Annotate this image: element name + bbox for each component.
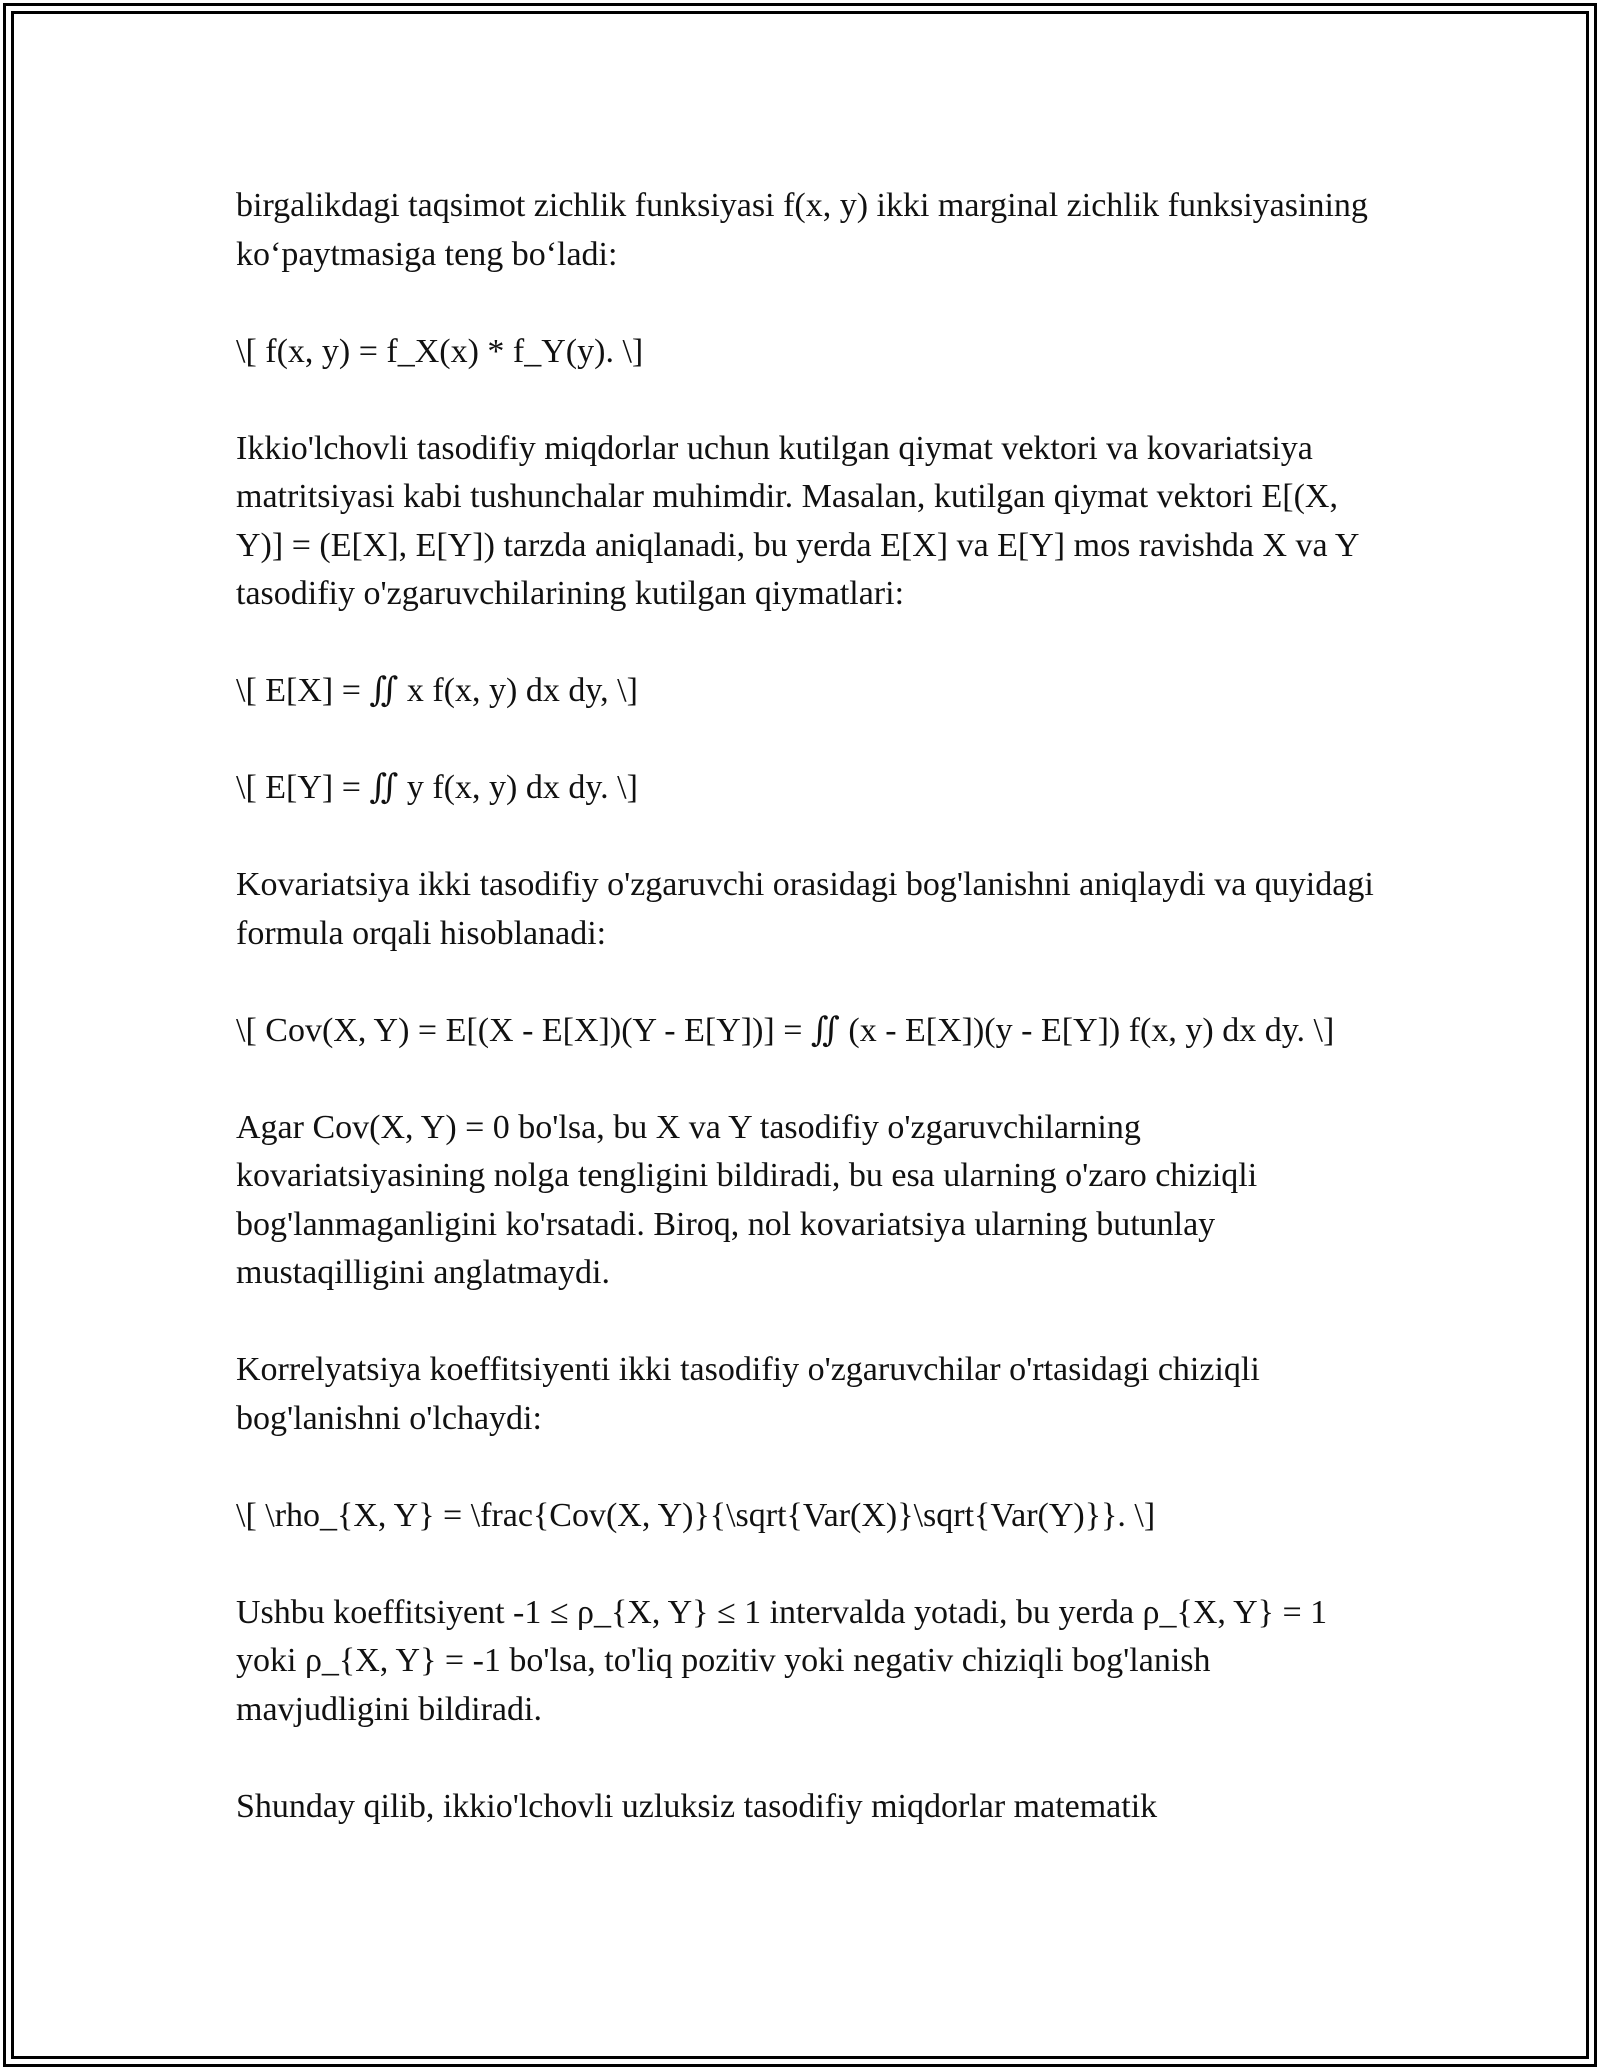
formula-expected-y: \[ E[Y] = ∬ y f(x, y) dx dy. \] bbox=[236, 769, 638, 806]
paragraph-independence-density: birgalikdagi taqsimot zichlik funksiyasi f(x, y) ikki marginal zichlik funksiyasining ko‘paytmasiga teng bo‘ladi: bbox=[236, 187, 1368, 273]
paragraph-correlation-range: Ushbu koeffitsiyent -1 ≤ ρ_{X, Y} ≤ 1 intervalda yotadi, bu yerda ρ_{X, Y} = 1 yoki ρ_{X, Y} = -1 bo'lsa, to'liq pozitiv yoki negativ chiziqli bog'lanish mavjudligini bildiradi. bbox=[236, 1593, 1328, 1728]
formula-correlation: \[ \rho_{X, Y} = \frac{Cov(X, Y)}{\sqrt{Var(X)}\sqrt{Var(Y)}}. \] bbox=[236, 1496, 1156, 1534]
formula-covariance: \[ Cov(X, Y) = E[(X - E[X])(Y - E[Y])] = ∬ (x - E[X])(y - E[Y]) f(x, y) dx dy. \] bbox=[236, 1011, 1335, 1049]
formula-expected-x: \[ E[X] = ∬ x f(x, y) dx dy, \] bbox=[236, 672, 638, 709]
paragraph-expected-value-vector: Ikkio'lchovli tasodifiy miqdorlar uchun kutilgan qiymat vektori va kovariatsiya matritsiyasi kabi tushunchalar muhimdir. Masalan, kutilgan qiymat vektori E[(X, Y)] = (E[X], E[Y]) tarzda aniqlanadi, bu yerda E[X] va E[Y] mos ravishda X va Y tasodifiy o'zgaruvchilarining kutilgan qiymatlari: bbox=[236, 429, 1359, 612]
paragraph-conclusion: Shunday qilib, ikkio'lchovli uzluksiz tasodifiy miqdorlar matematik bbox=[236, 1787, 1158, 1825]
paragraph-correlation-intro: Korrelyatsiya koeffitsiyenti ikki tasodifiy o'zgaruvchilar o'rtasidagi chiziqli bog'lanishni o'lchaydi: bbox=[236, 1351, 1260, 1437]
paragraph-covariance-intro: Kovariatsiya ikki tasodifiy o'zgaruvchi orasidagi bog'lanishni aniqlaydi va quyidagi formula orqali hisoblanadi: bbox=[236, 866, 1374, 952]
formula-joint-density-product: \[ f(x, y) = f_X(x) * f_Y(y). \] bbox=[236, 332, 644, 370]
paragraph-zero-covariance: Agar Cov(X, Y) = 0 bo'lsa, bu X va Y tasodifiy o'zgaruvchilarning kovariatsiyasining nolga tengligini bildiradi, bu esa ularning o'zaro chiziqli bog'lanmaganligini ko'rsatadi. Biroq, nol kovariatsiya ularning butunlay mustaqilligini anglatmaydi. bbox=[236, 1108, 1258, 1291]
document-body bbox=[236, 182, 1376, 1880]
